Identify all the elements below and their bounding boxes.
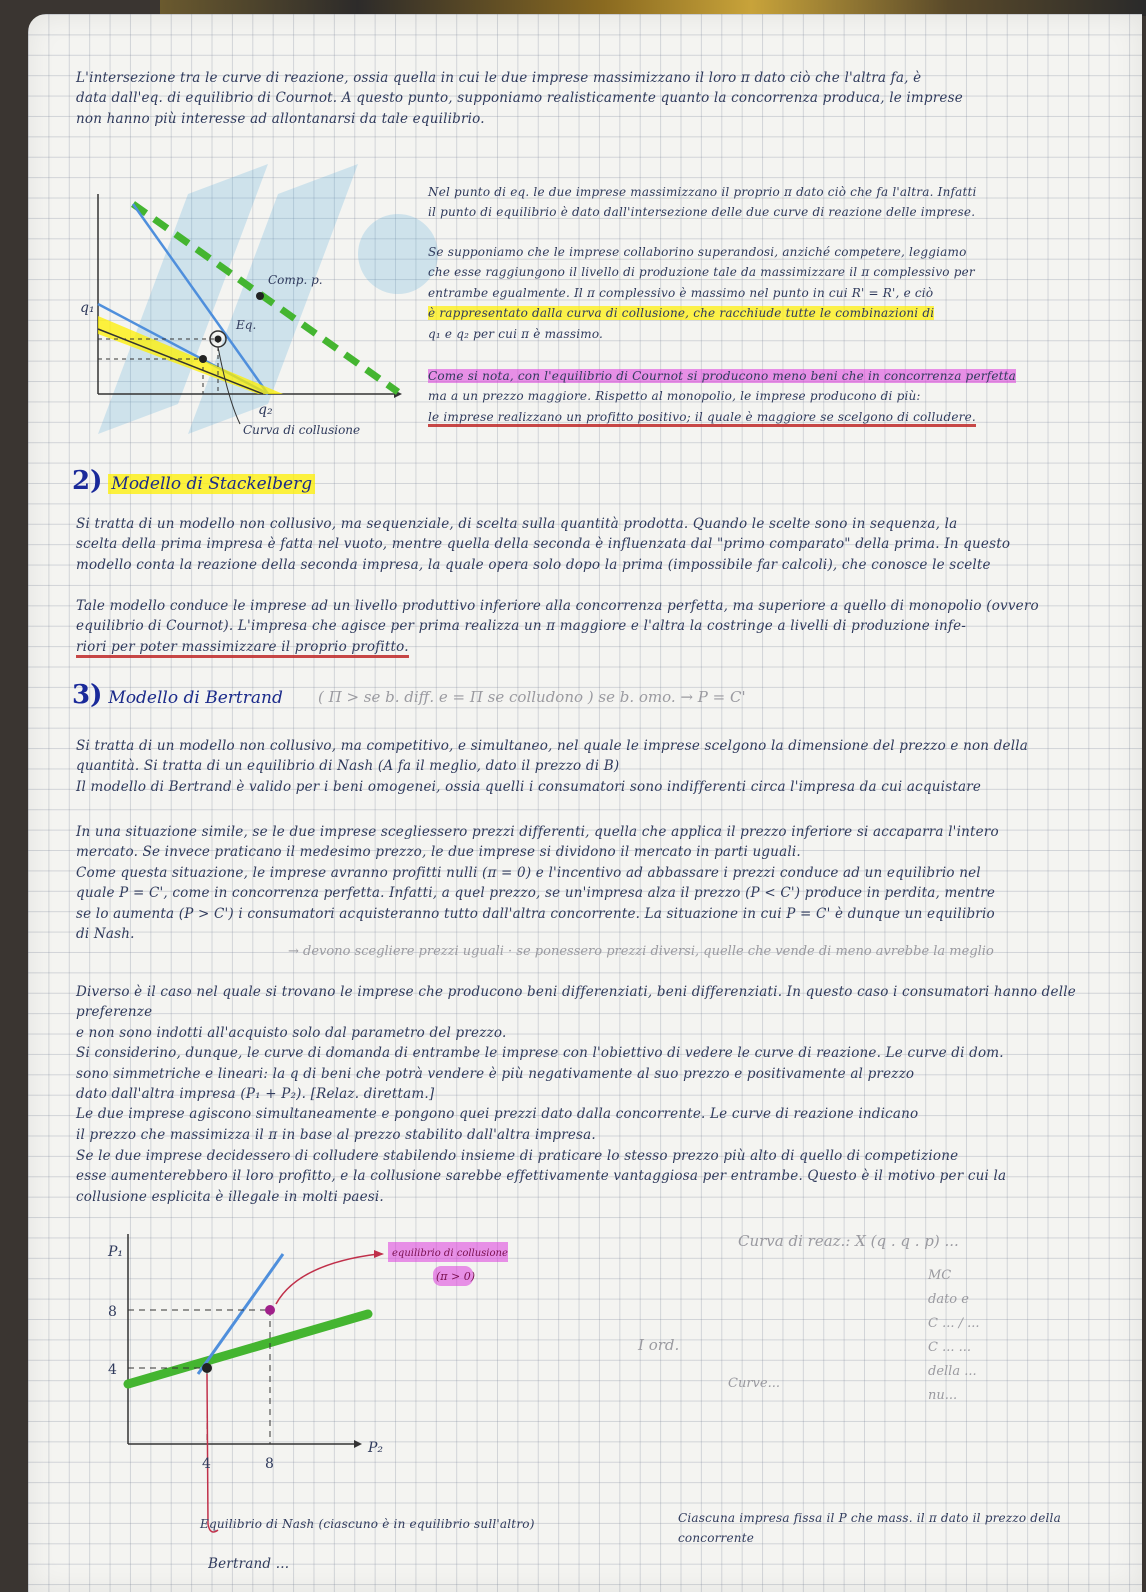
- right-p2-line-2: che esse raggiungono il livello di produzione tale da massimizzare il π complessivo per: [428, 265, 975, 280]
- s3-p3-line-4: sono simmetriche e lineari: la q di beni che potrà vendere è più negativamente al suo prezzo e positivamente al prezzo: [76, 1065, 915, 1082]
- fig2-nash-label: Equilibrio di Nash (ciascuno è in equilibrio sull'altro): [200, 1517, 535, 1531]
- fig2-tick-y-high: 8: [108, 1304, 117, 1320]
- intro-line-1: L'intersezione tra le curve di reazione, ossia quella in cui le due imprese massimizzano il loro π dato ciò che l'altra fa, è: [76, 70, 922, 86]
- section-3-aside: → devono scegliere prezzi uguali · se ponessero prezzi diversi, quelle che vende di meno avrebbe la meglio: [288, 944, 994, 959]
- fig2-collusion-point: [265, 1305, 275, 1315]
- fig2-label-x: P₂: [368, 1440, 384, 1456]
- right-p2-line-3: entrambe egualmente. Il π complessivo è massimo nel punto in cui R' = R', e ciò: [428, 285, 934, 300]
- s2-p1-line-1: Si tratta di un modello non collusivo, ma sequenziale, di scelta sulla quantità prodotta. Quando le scelte sono in sequenza, la: [76, 516, 958, 532]
- s3-p2-line-3: Come questa situazione, le imprese avranno profitti nulli (π = 0) e l'incentivo ad abbassare i prezzi conduce ad un equilibrio nel: [76, 864, 981, 881]
- fig2-label-collusion: equilibrio di collusione: [392, 1248, 508, 1259]
- fig2-tick-x-high: 8: [265, 1456, 274, 1472]
- s3-p2-line-6: di Nash.: [76, 926, 135, 943]
- s3-p4-line-1: Se le due imprese decidessero di colludere stabilendo insieme di praticare lo stesso prezzo più alto di quello di competizione: [76, 1148, 959, 1164]
- pencil-title: Curva di reaz.: X (q . q . p) ...: [738, 1232, 959, 1250]
- section-2-paragraph-1: [76, 514, 1136, 575]
- s3-p3-line-5: dato dall'altra impresa (P₁ + P₂). [Relaz. direttam.]: [76, 1086, 435, 1103]
- section-2-heading: [72, 466, 315, 496]
- right-p2-line-1: Se supponiamo che le imprese collaborino superandosi, anziché competere, leggiamo: [428, 245, 967, 259]
- right-paragraph-3: [428, 366, 1128, 427]
- section-3-paragraph-1: [76, 736, 1136, 797]
- fig1-label-eq: Eq.: [236, 318, 257, 332]
- fig2-label-y: P₁: [108, 1244, 124, 1260]
- s3-p2-line-5: se lo aumenta (P > C') i consumatori acquisteranno tutto dall'altra concorrente. La situazione in cui P = C' è dunque un equilibrio: [76, 905, 995, 922]
- fig1-competition-line: [133, 204, 398, 392]
- fig1-label-q1: q₁: [80, 300, 95, 316]
- pencil-line-1: MC: [928, 1268, 952, 1283]
- s2-p2-line-1: Tale modello conduce le imprese ad un livello produttivo inferiore alla concorrenza perfetta, ma superiore a quello di monopolio (ovvero: [76, 598, 1039, 614]
- pencil-line-4: C ... ...: [928, 1340, 972, 1355]
- s2-p2-line-3: riori per poter massimizzare il proprio profitto.: [76, 637, 1136, 657]
- intro-line-2: data dall'eq. di equilibrio di Cournot. A questo punto, supponiamo realisticamente quanto la concorrenza produca, le imprese: [76, 90, 963, 107]
- s3-p3-line-7: il prezzo che massimizza il π in base al prezzo stabilito dall'altra impresa.: [76, 1126, 596, 1143]
- s2-p1-line-3: modello conta la reazione della seconda impresa, la quale opera solo dopo la prima (impossibile far calcoli), che conosce le scelte: [76, 556, 991, 573]
- s2-p2-line-2: equilibrio di Cournot). L'impresa che agisce per prima realizza un π maggiore e l'altra la costringe a livelli di produzione infe-: [76, 618, 967, 635]
- section-2-title: Modello di Stackelberg: [108, 474, 315, 494]
- s3-p4-line-3: collusione esplicita è illegale in molti paesi.: [76, 1188, 384, 1205]
- fig1-label-comp: Comp. p.: [268, 273, 323, 287]
- fig2-nash-point: [202, 1363, 212, 1373]
- pencil-line-6: nu...: [928, 1388, 958, 1403]
- fig2-nash-right-label: Ciascuna impresa fissa il P che mass. il π dato il prezzo della concorrente: [678, 1511, 1061, 1546]
- section-3-note: ( Π > se b. diff. e = Π se colludono ) se b. omo. → P = C': [318, 688, 746, 706]
- section-3-number: 3): [72, 680, 103, 710]
- s3-p2-line-1: In una situazione simile, se le due imprese scegliessero prezzi differenti, quella che applica il prezzo inferiore si accaparra l'intero: [76, 824, 999, 840]
- section-2-paragraph-2: [76, 596, 1136, 657]
- right-p2-line-4: è rappresentato dalla curva di collusione, che racchiude tutte le combinazioni di: [428, 306, 935, 321]
- fig2-tick-y-low: 4: [108, 1362, 117, 1378]
- section-3-paragraph-4: [76, 1146, 1136, 1207]
- s3-p1-line-1: Si tratta di un modello non collusivo, ma competitivo, e simultaneo, nel quale le imprese scelgono la dimensione del prezzo e non della: [76, 738, 1029, 754]
- right-p1-line-1: Nel punto di eq. le due imprese massimizzano il proprio π dato ciò che fa l'altra. Infatti: [428, 185, 977, 199]
- intro-line-3: non hanno più interesse ad allontanarsi da tale equilibrio.: [76, 110, 485, 127]
- s3-p2-line-4: quale P = C', come in concorrenza perfetta. Infatti, a quel prezzo, se un'impresa alza il prezzo (P < C') produce in perdita, mentre: [76, 885, 996, 902]
- cournot-diagram: [78, 184, 408, 434]
- s3-p4-line-2: esse aumenterebbero il loro profitto, e la collusione sarebbe effettivamente vantaggiosa per entrambe. Questo è il motivo per cui la: [76, 1168, 1007, 1185]
- s3-p3-line-3: Si considerino, dunque, le curve di domanda di entrambe le imprese con l'obiettivo di vedere le curve di reazione. Le curve di dom.: [76, 1045, 1004, 1062]
- right-p3-line-1: Come si nota, con l'equilibrio di Cournot si producono meno beni che in concorrenza perfetta: [428, 369, 1017, 383]
- s3-p1-line-3: Il modello di Bertrand è valido per i beni omogenei, ossia quelli i consumatori sono indifferenti circa l'impresa da cui acquistare: [76, 778, 982, 795]
- s3-p2-line-2: mercato. Se invece praticano il medesimo prezzo, le due imprese si dividono il mercato in parti uguali.: [76, 844, 801, 861]
- notebook-page: [28, 14, 1142, 1592]
- pencil-notes: [928, 1264, 980, 1408]
- right-p3-line-2: ma a un prezzo maggiore. Rispetto al monopolio, le imprese producono di più:: [428, 389, 921, 404]
- s3-p1-line-2: quantità. Si tratta di un equilibrio di Nash (A fa il meglio, dato il prezzo di B): [76, 758, 620, 775]
- section-3-paragraph-3: [76, 982, 1136, 1145]
- pencil-left-note-2: Curve...: [728, 1376, 780, 1391]
- pencil-line-3: C ... / ...: [928, 1316, 980, 1331]
- s2-p1-line-2: scelta della prima impresa è fatta nel vuoto, mentre quella della seconda è influenzata dal "primo comparato" della prima. In questo: [76, 536, 1011, 553]
- right-p2-line-5: q₁ e q₂ per cui π è massimo.: [428, 326, 604, 341]
- section-3-title: Modello di Bertrand: [108, 688, 283, 708]
- fig1-label-curve: Curva di collusione: [243, 423, 361, 434]
- s3-p3-line-6: Le due imprese agiscono simultaneamente e pongono quei prezzi dato dalla concorrente. Le curve di reazione indicano: [76, 1106, 919, 1123]
- fig2-reaction-curve-1: [128, 1314, 368, 1384]
- fig1-label-q2: q₂: [258, 402, 273, 418]
- fig2-tick-x-low: 4: [202, 1456, 211, 1472]
- pencil-left-note: I ord.: [638, 1336, 680, 1354]
- intro-paragraph: [76, 68, 1136, 129]
- s3-p3-line-2: e non sono indotti all'acquisto solo dal parametro del prezzo.: [76, 1024, 507, 1041]
- right-paragraph-1: [428, 182, 1128, 223]
- bertrand-diagram: [58, 1224, 528, 1554]
- right-p1-line-2: il punto di equilibrio è dato dall'intersezione delle due curve di reazione delle imprese.: [428, 205, 976, 220]
- pencil-line-2: dato e: [928, 1292, 969, 1307]
- bottom-cut-line: Bertrand ...: [208, 1556, 290, 1572]
- fig1-collusion-point: [199, 355, 207, 363]
- section-3-heading: [72, 680, 283, 710]
- pencil-line-5: della ...: [928, 1364, 977, 1379]
- section-3-paragraph-2: [76, 822, 1136, 944]
- fig1-comp-point: [256, 292, 264, 300]
- right-paragraph-2: [428, 242, 1128, 344]
- fig2-label-collusion-val: (π > 0): [436, 1270, 476, 1283]
- section-2-number: 2): [72, 466, 103, 496]
- right-p3-line-3: le imprese realizzano un profitto positivo; il quale è maggiore se scelgono di colludere.: [428, 407, 1128, 427]
- s3-p3-line-1: Diverso è il caso nel quale si trovano le imprese che producono beni differenziati, beni differenziati. In questo caso i consumatori hanno delle preferenze: [76, 984, 1076, 1021]
